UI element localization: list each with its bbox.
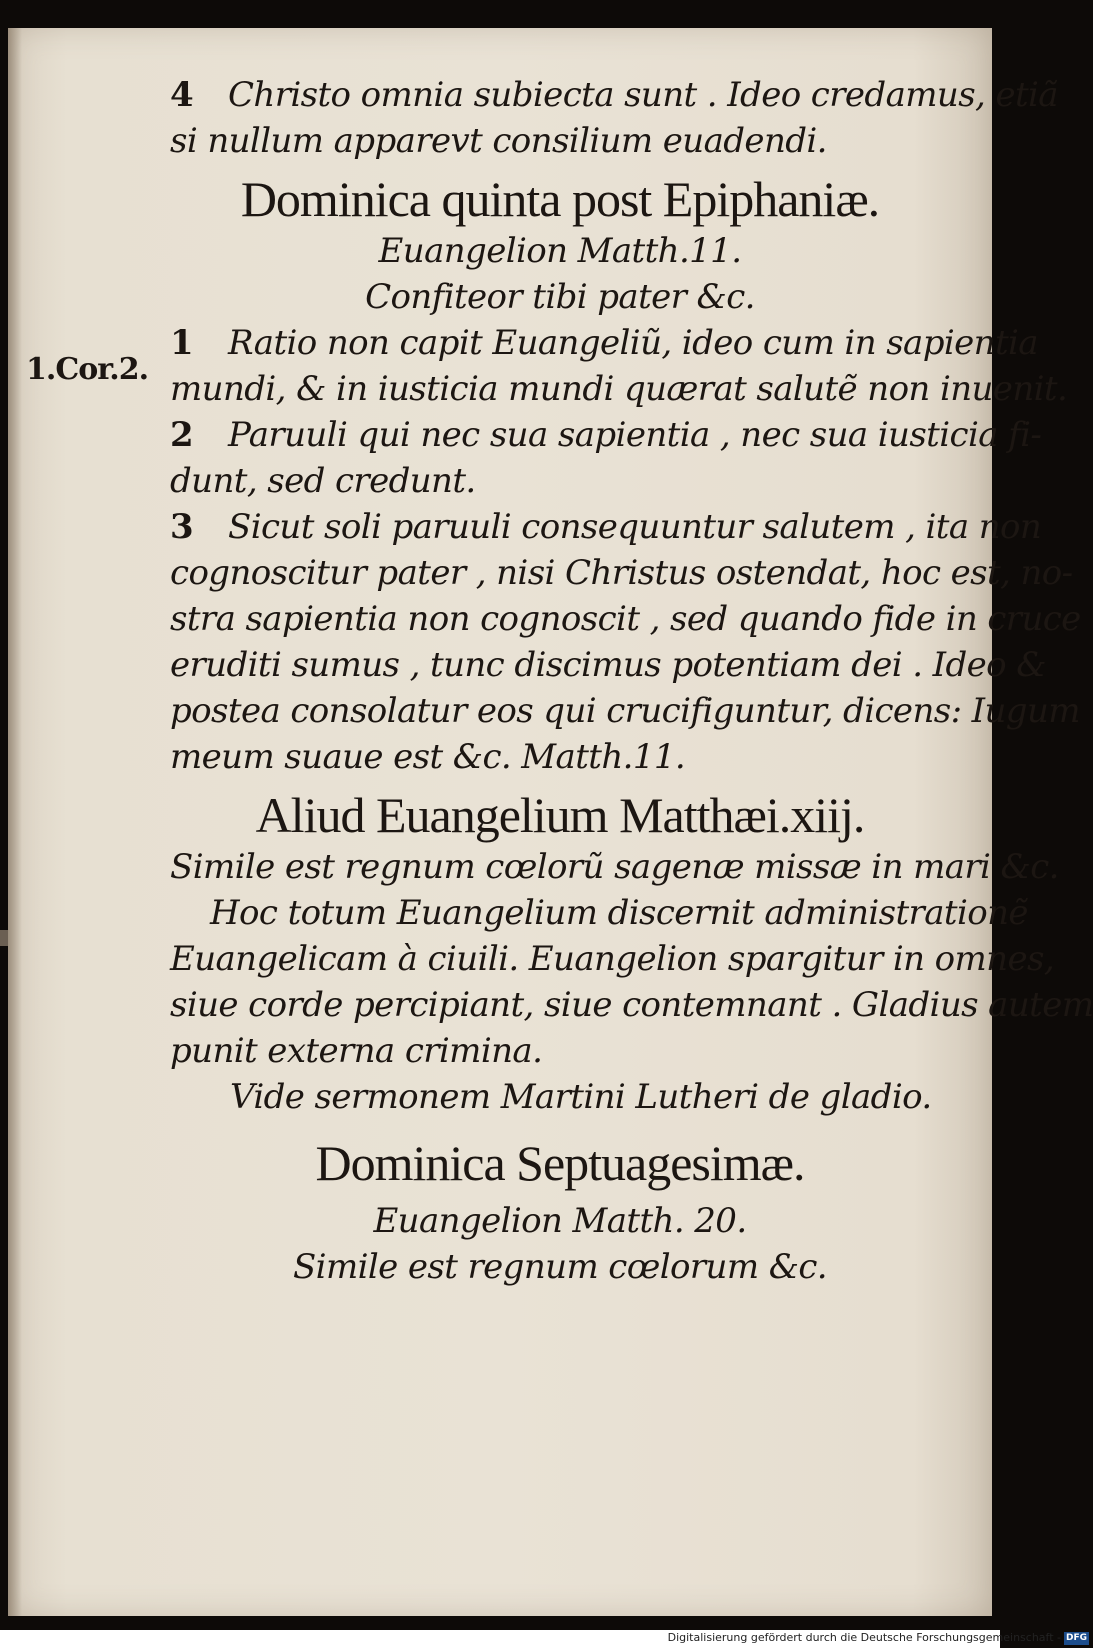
text-line: siue corde percipiant, siue contemnant . Gladius autem	[170, 985, 1093, 1025]
text-line: meum suaue est &c. Matth.11.	[170, 737, 686, 777]
margin-note: 1.Cor.2.	[26, 352, 149, 387]
point-number: 3	[170, 507, 194, 547]
line-text: Christo omnia subiecta sunt . Ideo credamus, etiã	[228, 75, 1058, 115]
section-subheading: Euangelion Matth.11.	[378, 231, 742, 271]
text-line: dunt, sed credunt.	[170, 461, 476, 501]
line-text: Paruuli qui nec sua sapientia , nec sua iusticia fi-	[228, 415, 1042, 455]
footer-credit: Digitalisierung gefördert durch die Deutsche Forschungsgemeinschaft -	[667, 1631, 1061, 1644]
page-gutter-shadow	[8, 28, 22, 1616]
section-incipit: Simile est regnum cœlorũ sagenæ missæ in mari &c.	[170, 847, 1059, 887]
dfg-logo: DFG	[1065, 1633, 1087, 1643]
text-line: Vide sermonem Martini Lutheri de gladio.	[230, 1077, 932, 1117]
text-line	[170, 412, 1042, 458]
text-line: si nullum apparevt consilium euadendi.	[170, 121, 827, 161]
section-heading: Dominica Septuagesimæ.	[315, 1135, 805, 1191]
text-line: mundi, & in iusticia mundi quærat salutẽ non inuenit.	[170, 369, 1068, 409]
page-number: 4	[170, 75, 194, 115]
text-line	[170, 504, 1042, 550]
text-line: eruditi sumus , tunc discimus potentiam dei . Ideo &	[170, 645, 1046, 685]
bleed-through-mark	[0, 930, 8, 946]
text-line: postea consolatur eos qui crucifiguntur, dicens: Iugum	[170, 691, 1080, 731]
text-line: cognoscitur pater , nisi Christus ostendat, hoc est, no-	[170, 553, 1073, 593]
text-line	[170, 72, 1058, 118]
section-heading: Dominica quinta post Epiphaniæ.	[240, 171, 880, 227]
line-text: Sicut soli paruuli consequuntur salutem , ita non	[228, 507, 1042, 547]
text-line: Hoc totum Euangelium discernit administrationẽ	[210, 893, 1028, 933]
text-line	[170, 320, 1038, 366]
text-line: Euangelicam à ciuili. Euangelion spargitur in omnes,	[170, 939, 1055, 979]
section-heading: Aliud Euangelium Matthæi.xiij.	[255, 787, 865, 843]
section-incipit: Confiteor tibi pater &c.	[365, 277, 755, 317]
line-text: Ratio non capit Euangeliũ, ideo cum in sapientia	[228, 323, 1038, 363]
point-number: 2	[170, 415, 194, 455]
page-text	[170, 72, 1093, 1290]
text-line: stra sapientia non cognoscit , sed quando fide in cruce	[170, 599, 1081, 639]
section-incipit: Simile est regnum cœlorum &c.	[292, 1247, 828, 1287]
point-number: 1	[170, 323, 194, 363]
text-line: punit externa crimina.	[170, 1031, 543, 1071]
section-subheading: Euangelion Matth. 20.	[373, 1201, 747, 1241]
